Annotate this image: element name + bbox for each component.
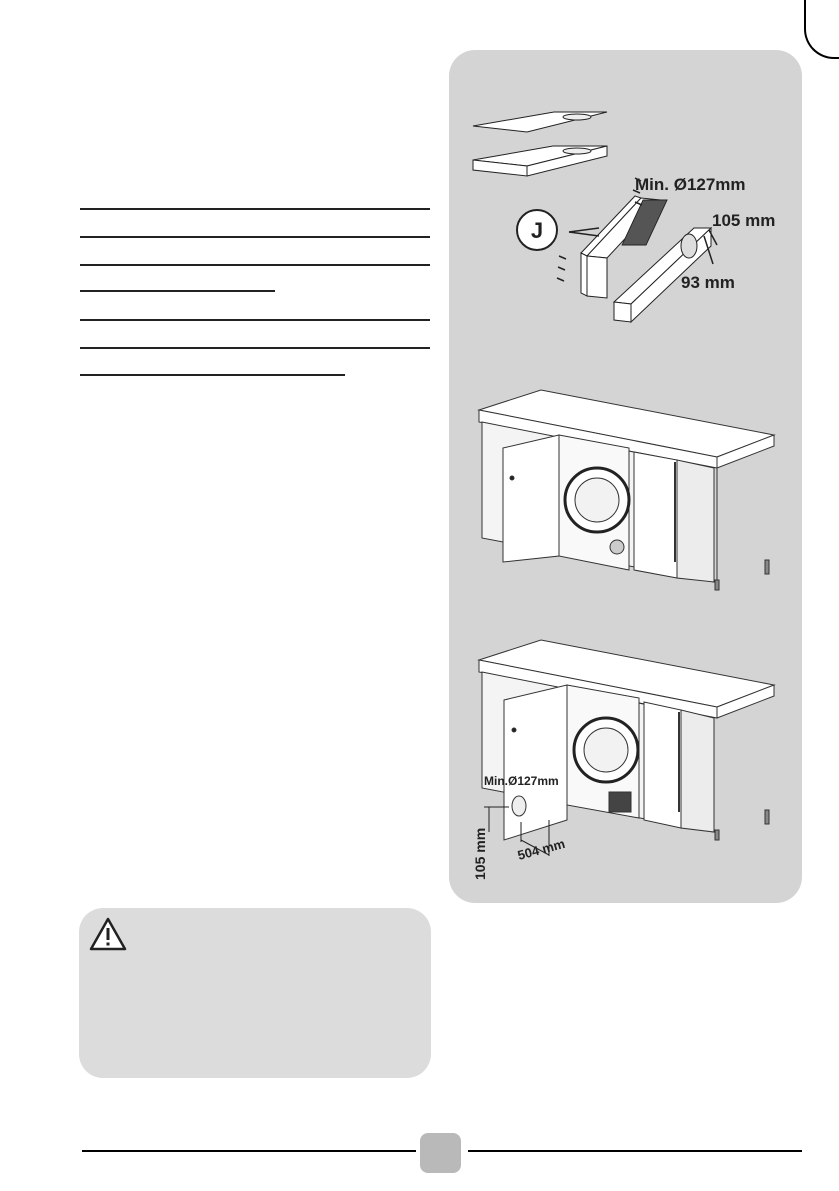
text-rule-1 xyxy=(80,208,430,210)
text-rule-6 xyxy=(80,347,430,349)
warning-box xyxy=(79,908,431,1078)
fig3-width-label: 504 mm xyxy=(515,835,567,863)
j-label: J xyxy=(530,218,544,243)
fig3-diameter-label: Min.Ø127mm xyxy=(484,774,559,788)
text-rule-2 xyxy=(80,236,430,238)
footer-line-left xyxy=(82,1150,416,1152)
vent-plate-flat xyxy=(473,112,607,132)
text-rule-4 xyxy=(80,290,275,292)
illustration-panel xyxy=(449,50,802,903)
page-corner-mark xyxy=(804,0,839,59)
text-rule-3 xyxy=(80,264,430,266)
fig1-width-label: 93 mm xyxy=(681,273,735,292)
fig3-height-label: 105 mm xyxy=(472,827,488,880)
illustration-drawing xyxy=(449,50,802,903)
cabinet-figure-2 xyxy=(479,390,774,590)
vent-plate-thick xyxy=(473,146,607,176)
warning-triangle-icon xyxy=(88,916,128,952)
cabinet-figure-3 xyxy=(479,640,774,856)
fig1-height-label: 105 mm xyxy=(712,211,776,230)
fig1-diameter-label: Min. Ø127mm xyxy=(635,175,746,194)
page-number-tab xyxy=(420,1133,461,1173)
text-rule-5 xyxy=(80,319,430,321)
text-rule-7 xyxy=(80,374,345,376)
footer-line-right xyxy=(468,1150,802,1152)
